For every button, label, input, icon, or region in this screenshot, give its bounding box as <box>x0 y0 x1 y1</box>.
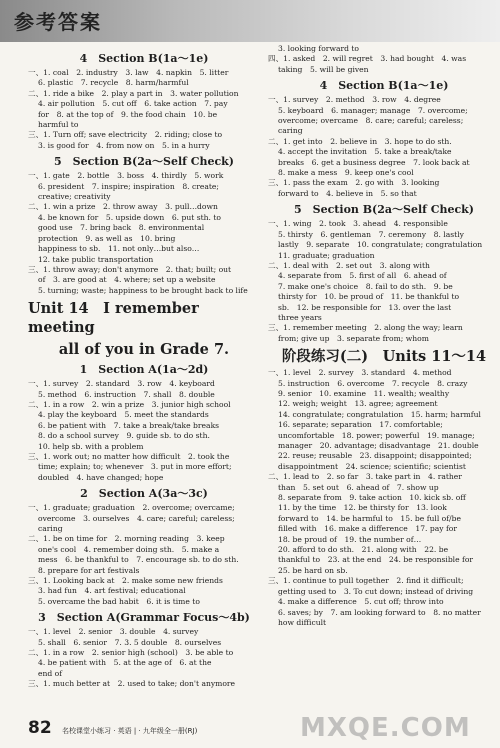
answer-line: caring <box>38 524 63 533</box>
answer-line: 5. method 6. instruction 7. shall 8. double <box>38 389 215 399</box>
answer-line: 4. accept the invitation 5. take a break/take <box>278 147 452 157</box>
answer-column-right <box>268 44 500 628</box>
answer-line: good use 7. bring back 8. environmental <box>38 223 205 233</box>
answer-line: 三、1. continue to pull together 2. find it difficult; <box>268 576 464 586</box>
answer-line: 8. make a mess 9. keep one's cool <box>278 168 414 178</box>
answer-line: 8. do a school survey 9. guide sb. to do sth. <box>38 431 210 441</box>
answer-line: thankful to 23. at the end 24. be responsible for <box>278 555 474 565</box>
answer-line: 三、1. much better at 2. used to take; don't anymore <box>28 679 236 689</box>
answer-line: 4. air pollution 5. cut off 6. take action 7. pay <box>38 99 228 109</box>
answer-line: 5. shall 6. senior 7. 3. 5 double 8. ourselves <box>38 637 222 647</box>
answer-line: 8. prepare for art festivals <box>38 565 140 575</box>
answer-line: creative; creativity <box>38 192 111 202</box>
unit-heading: all of you in Grade 7. <box>58 341 230 359</box>
answer-line: 20. afford to do sth. 21. along with 22. be <box>278 545 449 555</box>
answer-line: manager 20. advantage; disadvantage 21. double <box>278 441 479 450</box>
answer-line: 二、1. ride a bike 2. play a part in 3. water pollution <box>28 88 239 98</box>
answer-line: 二、1. be on time for 2. morning reading 3. keep <box>28 534 225 544</box>
section-heading: 4 Section B(1a～1e) <box>319 79 449 93</box>
answer-line: three years <box>278 312 322 322</box>
answer-line: 8. separate from 9. take action 10. kick sb. off <box>278 493 466 503</box>
answer-line: 一、1. level 2. senior 3. double 4. survey <box>28 627 199 637</box>
answer-line: 5. overcame the bad habit 6. it is time to <box>38 596 200 606</box>
answer-line: 3. is good for 4. from now on 5. in a hurry <box>38 140 210 150</box>
answer-line: 4. make a difference 5. cut off; throw into <box>278 597 444 607</box>
answer-line: 22. reuse; reusable 23. disappoint; disappointed; <box>278 451 472 461</box>
answer-line: 6. president 7. inspire; inspiration 8. create; <box>38 181 219 191</box>
answer-line: 25. be hard on sb. <box>278 565 348 575</box>
answer-line: 18. be proud of 19. the number of… <box>278 534 422 544</box>
section-heading: 5 Section B(2a～Self Check) <box>294 203 474 217</box>
answer-line: 6. plastic 7. recycle 8. harm/harmful <box>38 78 189 88</box>
answer-line: lastly 9. separate 10. congratulate; congratulation <box>278 240 483 250</box>
answer-line: of 3. are good at 4. where; set up a website <box>38 275 216 285</box>
answer-line: 一、1. wing 2. took 3. ahead 4. responsible <box>268 219 448 229</box>
answer-line: 4. be patient with 5. at the age of 6. at the <box>38 658 212 668</box>
answer-line: 5. instruction 6. overcome 7. recycle 8. crazy <box>278 378 468 388</box>
answer-line: forward to 14. be harmful to 15. be full of/be <box>278 513 461 523</box>
answer-line: 16. separate; separation 17. comfortable; <box>278 420 443 430</box>
answer-line: taking 5. will be given <box>278 64 369 74</box>
page-title: 参考答案 <box>14 10 102 34</box>
answer-line: 4. be known for 5. upside down 6. put sth. to <box>38 212 221 222</box>
answer-line: uncomfortable 18. power; powerful 19. manage; <box>278 430 475 440</box>
answer-line: 三、1. throw away; don't anymore 2. that; built; out <box>28 264 232 274</box>
answer-line: 6. saves; by 7. am looking forward to 8. no matter <box>278 607 481 617</box>
footer-text: 名校课堂小练习 · 英语 | · 九年级全一册(RJ) <box>62 727 198 735</box>
answer-line: caring <box>278 126 303 136</box>
answer-line: 5. keyboard 6. manager; manage 7. overcome; <box>278 105 468 115</box>
answer-line: disappointment 24. science; scientific; scientist <box>278 461 466 471</box>
answer-line: 一、1. survey 2. standard 3. row 4. keyboard <box>28 379 215 389</box>
answer-line: time; explain; to; whenever 3. put in more effort; <box>38 462 232 472</box>
answer-line: getting used to 3. To cut down; instead of driving <box>278 586 474 596</box>
section-heading: 3 Section A(Grammar Focus～4b) <box>38 611 250 625</box>
answer-line: 4. play the keyboard 5. meet the standards <box>38 410 209 420</box>
answer-line: than 5. set out 6. ahead of 7. show up <box>278 482 439 492</box>
answer-line: for 8. at the top of 9. the food chain 10. be <box>38 109 218 119</box>
answer-line: 一、1. coal 2. industry 3. law 4. napkin 5. litter <box>28 68 229 77</box>
answer-line: 一、1. gate 2. bottle 3. boss 4. thirdly 5. work <box>28 171 224 181</box>
answer-line: mess 6. be thankful to 7. encourage sb. to do sth. <box>38 555 239 565</box>
answer-line: 11. graduate; graduation <box>278 250 375 260</box>
answer-line: forward to 4. believe in 5. so that <box>278 188 417 198</box>
answer-line: 3. looking forward to <box>278 44 359 53</box>
page-number: 82 <box>28 718 52 738</box>
watermark: MXQE.COM <box>300 713 471 743</box>
answer-line: doubled 4. have changed; hope <box>38 472 164 482</box>
unit-heading: 阶段练习(二) Units 11～14 <box>281 348 487 366</box>
section-heading: 5 Section B(2a～Self Check) <box>54 155 234 169</box>
answer-line: overcome; overcame 8. care; careful; careless; <box>278 116 464 126</box>
answer-line: 3. had fun 4. art festival; educational <box>38 586 186 596</box>
answer-line: 7. make one's choice 8. fail to do sth. 9. be <box>278 281 453 291</box>
answer-line: 二、1. win a prize 2. throw away 3. pull…down <box>28 202 218 212</box>
answer-line: protection 9. as well as 10. bring <box>38 233 176 243</box>
answer-line: 9. senior 10. examine 11. wealth; wealthy <box>278 388 450 398</box>
answer-line: 二、1. get into 2. believe in 3. hope to do sth. <box>268 136 452 146</box>
answer-line: 14. congratulate; congratulation 15. harm; harmful <box>278 409 481 419</box>
answer-line: 一、1. graduate; graduation 2. overcome; overcame; <box>28 503 235 513</box>
answer-line: 三、1. Looking back at 2. make some new friends <box>28 576 223 586</box>
answer-line: harmful to <box>38 120 79 130</box>
answer-line: sb. 12. be responsible for 13. over the last <box>278 302 452 312</box>
answer-line: how difficult <box>278 617 327 627</box>
answer-line: overcome 3. ourselves 4. care; careful; careless; <box>38 513 235 523</box>
answer-line: 二、1. deal with 2. set out 3. along with <box>268 260 430 270</box>
answer-line: 三、1. pass the exam 2. go with 3. looking <box>268 178 440 188</box>
answer-line: 三、1. remember meeting 2. along the way; learn <box>268 323 463 333</box>
answer-line: 二、1. lead to 2. so far 3. take part in 4. rather <box>268 472 462 482</box>
answer-line: 二、1. in a row 2. win a prize 3. junior high school <box>28 399 231 409</box>
answer-line: 三、1. work out; no matter how difficult 2. took the <box>28 451 230 461</box>
section-heading: 2 Section A(3a～3c) <box>80 487 208 501</box>
answer-line: 三、1. Turn off; save electricity 2. riding; close to <box>28 130 223 140</box>
answer-line: 一、1. level 2. survey 3. standard 4. method <box>268 368 452 378</box>
answer-line: end of <box>38 668 63 678</box>
answer-line: from; give up 3. separate from; whom <box>278 333 429 343</box>
answer-line: breaks 6. get a business degree 7. look back at <box>278 157 470 167</box>
answer-line: 4. separate from 5. first of all 6. ahead of <box>278 271 447 281</box>
section-heading: 4 Section B(1a～1e) <box>79 52 209 65</box>
answer-line: 10. help sb. with a problem <box>38 441 144 451</box>
answer-line: 二、1. in a row 2. senior high (school) 3. be able to <box>28 648 234 658</box>
answer-line: 6. be patient with 7. take a break/take breaks <box>38 420 220 430</box>
answer-line: filled with 16. make a difference 17. pay for <box>278 524 457 534</box>
answer-line: happiness to sb. 11. not only…but also… <box>38 244 200 254</box>
unit-heading: Unit 14 I remember meeting <box>28 300 199 337</box>
answer-line: 12. weigh; weight 13. agree; agreement <box>278 399 438 409</box>
answer-line: 5. turning; waste; happiness to be brought back to life <box>38 285 248 295</box>
section-heading: 1 Section A(1a～2d) <box>79 363 209 377</box>
page-footer <box>0 708 500 748</box>
header-banner <box>0 0 500 42</box>
answer-column-left <box>28 48 260 690</box>
answer-line: 11. by the time 12. be thirsty for 13. look <box>278 503 447 513</box>
answer-line: 四、1. asked 2. will regret 3. had bought 4. was <box>268 54 467 64</box>
answer-line: 一、1. survey 2. method 3. row 4. degree <box>268 95 441 105</box>
answer-line: thirsty for 10. be proud of 11. be thankful to <box>278 292 460 302</box>
answer-line: 12. take public transportation <box>38 254 154 264</box>
answer-line: one's cool 4. remember doing sth. 5. make a <box>38 544 220 554</box>
answer-line: 5. thirsty 6. gentleman 7. ceremony 8. lastly <box>278 229 464 239</box>
